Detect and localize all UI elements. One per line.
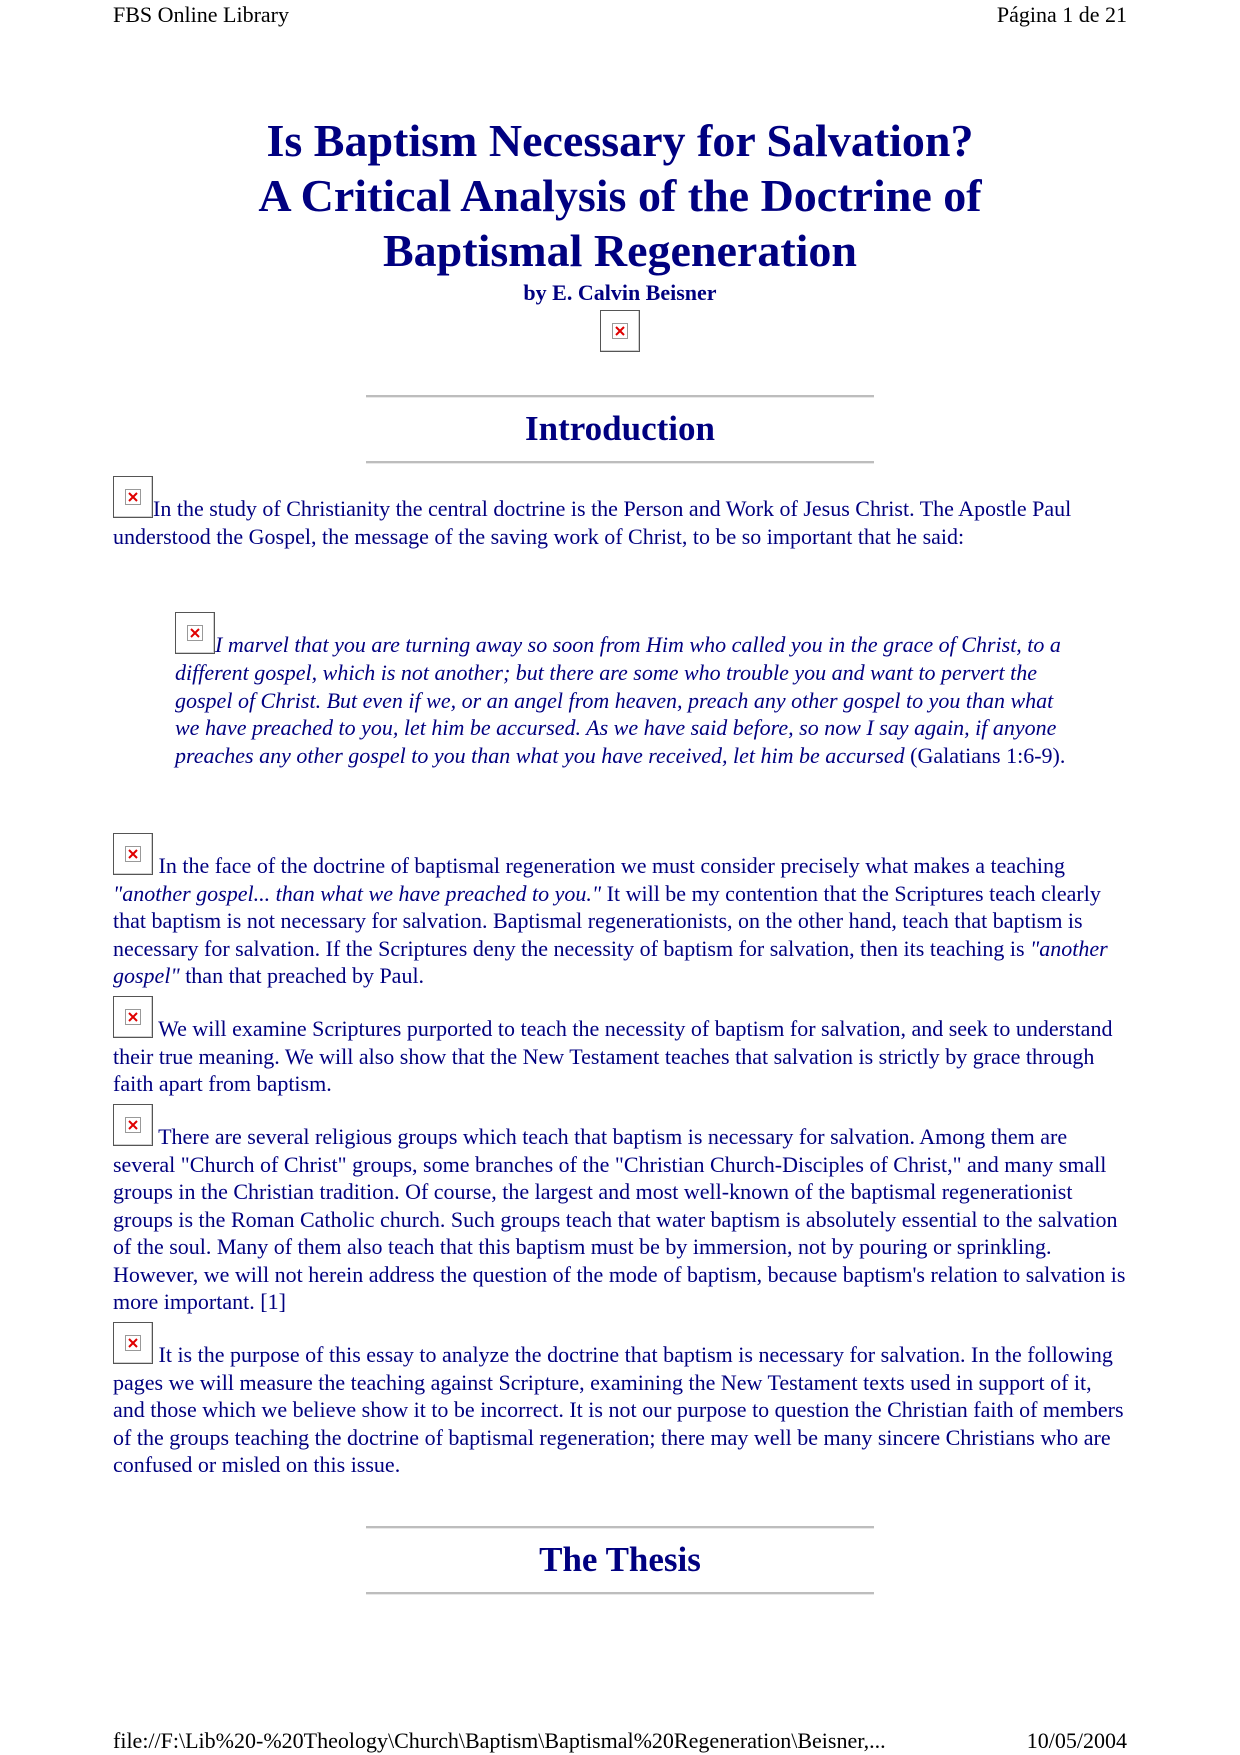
section-heading-introduction: Introduction [525, 409, 715, 448]
title-line-1: Is Baptism Necessary for Salvation? [266, 115, 974, 166]
broken-image-icon [175, 612, 215, 654]
section-rule-top [366, 395, 874, 397]
broken-image-icon [113, 1104, 153, 1146]
title-line-3: Baptismal Regeneration [382, 225, 857, 276]
quote-text: I marvel that you are turning away so soon from Him who called you in the grace of Christ, to a different gospel, which is not another; but there are some who trouble you and want to pervert the gospel of Christ. But even if we, or an angel from heaven, preach any other gospel to you than what we have preached to you, let him be accursed. As we have said before, so now I say again, if anyone preaches any other gospel to you than what you have received, let him be accursed [175, 632, 1061, 769]
broken-image-icon [113, 476, 153, 518]
paragraph-text: We will examine Scriptures purported to teach the necessity of baptism for salvation, and seek to understand their true meaning. We will also show that the New Testament teaches that salvation is strictly by grace through faith apart from baptism. [113, 1016, 1113, 1096]
page-footer-date: 10/05/2004 [1026, 1728, 1127, 1753]
title-line-2: A Critical Analysis of the Doctrine of [258, 170, 982, 221]
title-image-placeholder [600, 310, 640, 352]
page-header-source: FBS Online Library [113, 2, 289, 27]
emphasized-phrase: "another gospel... than what we have preached to you." [113, 880, 602, 906]
broken-image-icon [113, 996, 153, 1038]
paragraph-text: It will be my contention that the Scriptures teach clearly that baptism is not necessary for salvation. Baptismal regenerationists, on the other hand, teach that baptism is necessary for salvation. If the Scriptures deny the necessity of baptism for salvation, then its teaching is [113, 880, 1101, 961]
paragraph-text: It is the purpose of this essay to analyze the doctrine that baptism is necessary for salvation. In the following pages we will measure the teaching against Scripture, examining the New Testament texts used in support of it, and those which we believe show it to be incorrect. It is not our purpose to question the Christian faith of members of the groups teaching the doctrine of baptismal regeneration; there may well be many sincere Christians who are confused or misled on this issue. [113, 1342, 1124, 1477]
section-heading-thesis: The Thesis [539, 1540, 701, 1579]
section-rule-bottom [366, 1592, 874, 1594]
paragraph-text: In the face of the doctrine of baptismal regeneration we must consider precisely what makes a teaching [153, 853, 1066, 878]
emphasized-phrase: "another gospel" [113, 935, 1108, 988]
section-rule-top [366, 1526, 874, 1528]
intro-paragraph-2 [113, 833, 1127, 990]
intro-paragraph-5 [113, 1322, 1127, 1479]
scripture-quote [175, 612, 1075, 770]
broken-image-icon [113, 1322, 153, 1364]
page-header-page-number: Página 1 de 21 [996, 2, 1127, 27]
intro-paragraph-4 [113, 1104, 1127, 1316]
article-title [113, 113, 1127, 278]
broken-image-icon [600, 310, 640, 352]
paragraph-text: In the study of Christianity the central doctrine is the Person and Work of Jesus Christ. The Apostle Paul understood the Gospel, the message of the saving work of Christ, to be so important that he said: [113, 496, 1072, 549]
quote-citation: (Galatians 1:6-9). [904, 743, 1066, 769]
section-rule-bottom [366, 461, 874, 463]
broken-image-icon [113, 833, 153, 875]
page-footer-file-path: file://F:\Lib%20-%20Theology\Church\Baptism\Baptismal%20Regeneration\Beisner,... [113, 1728, 886, 1753]
article-author: by E. Calvin Beisner [523, 280, 717, 305]
intro-paragraph-1 [113, 476, 1127, 550]
paragraph-text: than that preached by Paul. [179, 963, 425, 988]
intro-paragraph-3 [113, 996, 1127, 1098]
paragraph-text: There are several religious groups which teach that baptism is necessary for salvation. Among them are several "Church of Christ" groups, some branches of the "Christian Church-Disciples of Christ," and many small groups in the Christian tradition. Of course, the largest and most well-known of the baptismal regenerationist groups is the Roman Catholic church. Such groups teach that water baptism is absolutely essential to the salvation of the soul. Many of them also teach that this baptism must be by immersion, not by pouring or sprinkling. However, we will not herein address the question of the mode of baptism, because baptism's relation to salvation is more important. [1] [113, 1124, 1126, 1314]
